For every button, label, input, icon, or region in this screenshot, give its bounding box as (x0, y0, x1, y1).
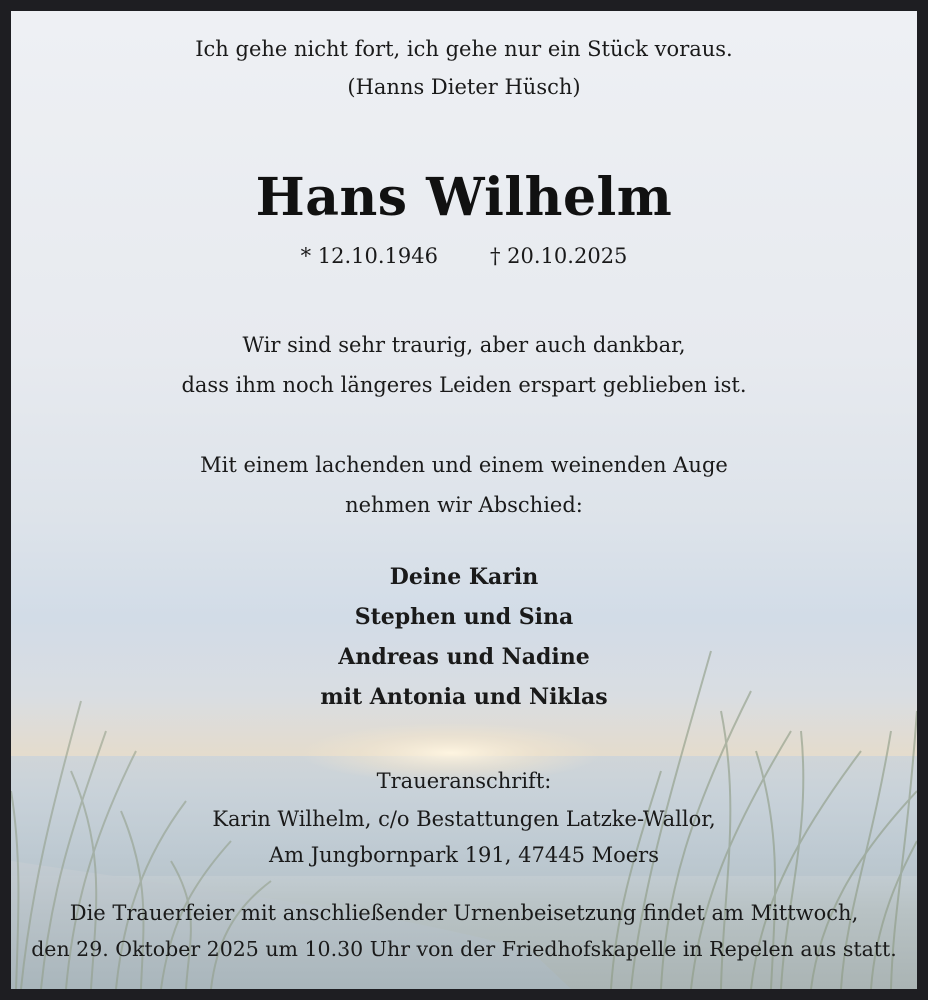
address-heading: Traueranschrift: (376, 769, 552, 793)
funeral-line-2: den 29. Oktober 2025 um 10.30 Uhr von der Friedhofskapelle in Repelen aus statt. (31, 937, 897, 961)
obituary-notice (11, 11, 917, 989)
death-date: † 20.10.2025 (490, 244, 628, 268)
mourner-name: Stephen und Sina (354, 604, 574, 630)
message-line-1: Wir sind sehr traurig, aber auch dankbar, (242, 333, 686, 357)
farewell-line-2: nehmen wir Abschied: (345, 493, 583, 517)
mourner-name: Andreas und Nadine (338, 644, 590, 670)
farewell-line-1: Mit einem lachenden und einem weinenden Auge (200, 453, 728, 477)
address-line-1: Karin Wilhelm, c/o Bestattungen Latzke-Wallor, (212, 807, 716, 831)
mourner-name: mit Antonia und Niklas (320, 684, 608, 710)
message-line-2: dass ihm noch längeres Leiden erspart geblieben ist. (181, 373, 747, 397)
mourner-name: Deine Karin (389, 564, 539, 590)
birth-date: * 12.10.1946 (300, 244, 438, 268)
deceased-name: Hans Wilhelm (255, 167, 673, 228)
address-line-2: Am Jungbornpark 191, 47445 Moers (268, 843, 660, 867)
life-dates (11, 244, 917, 268)
quote-text: Ich gehe nicht fort, ich gehe nur ein Stück voraus. (195, 37, 733, 61)
quote-author: (Hanns Dieter Hüsch) (347, 75, 581, 99)
funeral-line-1: Die Trauerfeier mit anschließender Urnenbeisetzung findet am Mittwoch, (69, 901, 859, 925)
